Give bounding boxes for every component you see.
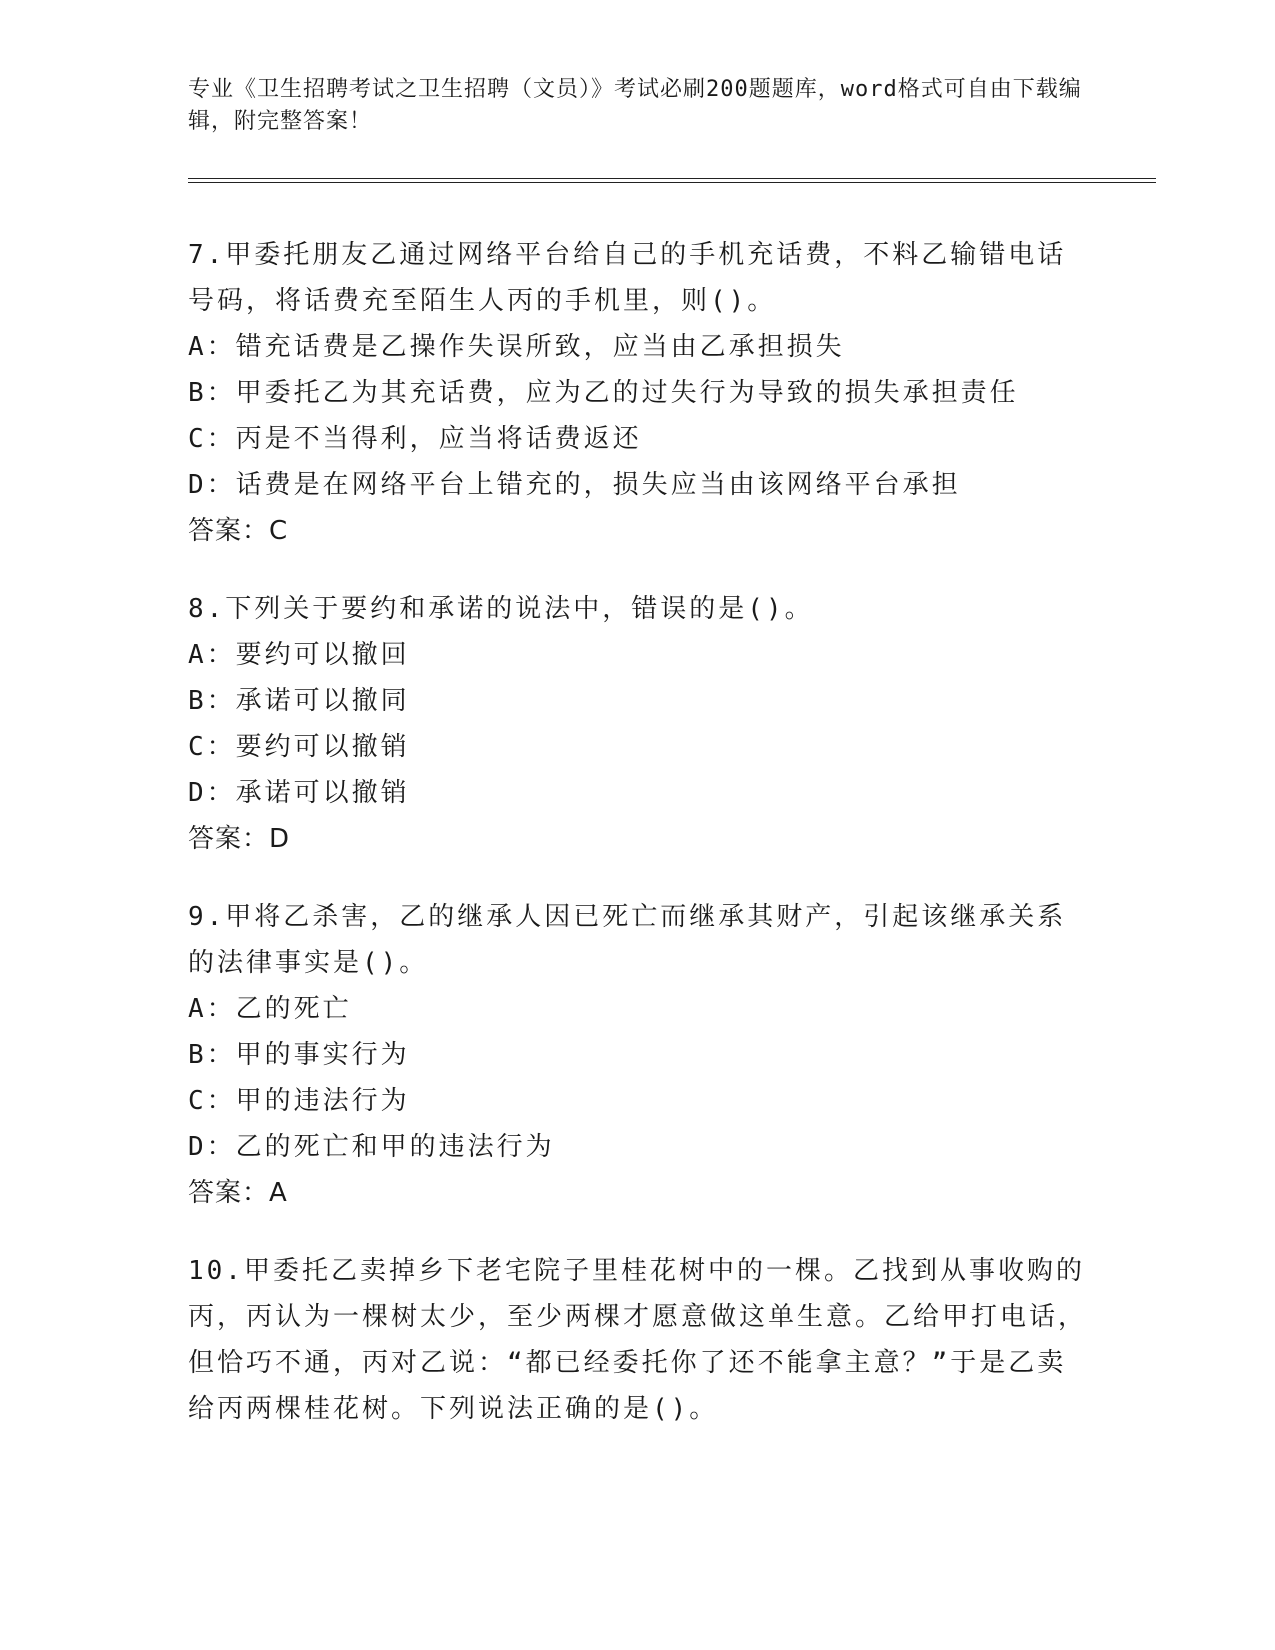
option-a: A：错充话费是乙操作失误所致，应当由乙承担损失 (188, 332, 845, 362)
option-d: D：话费是在网络平台上错充的，损失应当由该网络平台承担 (188, 470, 961, 500)
answer: 答案：D (188, 824, 291, 854)
question-stem: 7.甲委托朋友乙通过网络平台给自己的手机充话费，不料乙输错电话号码，将话费充至陌生人丙的手机里，则()。 (188, 240, 1067, 316)
answer: 答案：A (188, 1178, 288, 1208)
answer: 答案：C (188, 516, 289, 546)
document-header (188, 74, 1088, 138)
question-stem: 8.下列关于要约和承诺的说法中，错误的是()。 (188, 594, 814, 624)
question-stem: 9.甲将乙杀害，乙的继承人因已死亡而继承其财产，引起该继承关系的法律事实是()。 (188, 902, 1067, 978)
option-a: A：要约可以撤回 (188, 640, 410, 670)
option-b: B：甲的事实行为 (188, 1040, 410, 1070)
question-stem: 10.甲委托乙卖掉乡下老宅院子里桂花树中的一棵。乙找到从事收购的丙，丙认为一棵树太少，至少两棵才愿意做这单生意。乙给甲打电话，但恰巧不通，丙对乙说：“都已经委托你了还不能拿主意？”于是乙卖给丙两棵桂花树。下列说法正确的是()。 (188, 1256, 1088, 1424)
header-text: 专业《卫生招聘考试之卫生招聘（文员）》考试必刷200题题库，word格式可自由下载编辑，附完整答案！ (188, 77, 1082, 134)
header-divider-bottom (188, 182, 1156, 183)
question-list (188, 232, 1088, 1464)
option-b: B：甲委托乙为其充话费，应为乙的过失行为导致的损失承担责任 (188, 378, 1019, 408)
option-b: B：承诺可以撤同 (188, 686, 410, 716)
option-c: C：要约可以撤销 (188, 732, 410, 762)
question-10 (188, 1248, 1088, 1432)
option-c: C：丙是不当得利，应当将话费返还 (188, 424, 642, 454)
option-a: A：乙的死亡 (188, 994, 352, 1024)
question-7 (188, 232, 1088, 554)
option-d: D：承诺可以撤销 (188, 778, 410, 808)
option-c: C：甲的违法行为 (188, 1086, 410, 1116)
option-d: D：乙的死亡和甲的违法行为 (188, 1132, 555, 1162)
question-9 (188, 894, 1088, 1216)
question-8 (188, 586, 1088, 862)
header-divider-top (188, 178, 1156, 179)
